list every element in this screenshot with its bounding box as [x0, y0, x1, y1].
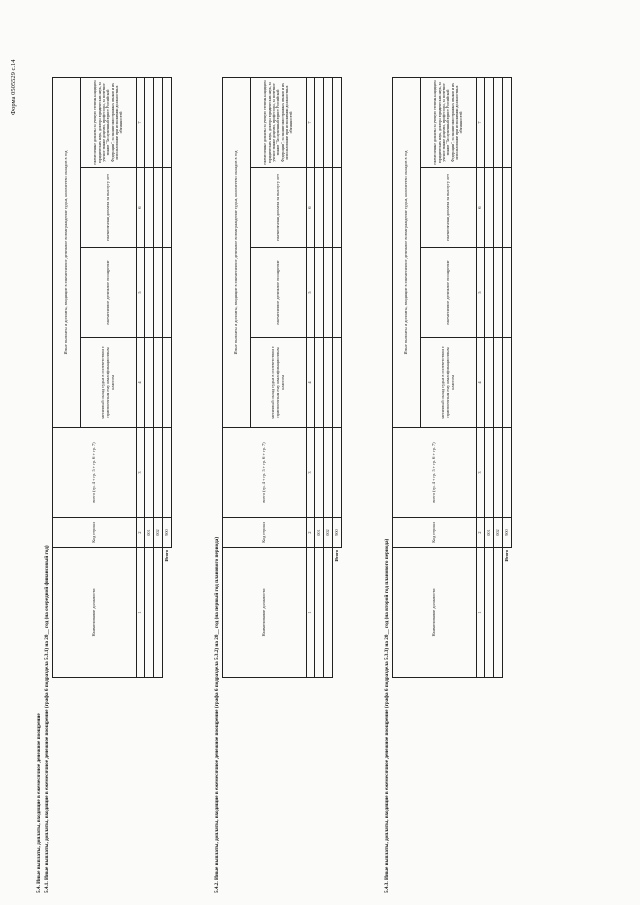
row-code: 002	[154, 518, 163, 548]
header-code: Код строки	[223, 518, 307, 548]
header-seniority: ежемесячная доплата за выслугу лет	[421, 168, 477, 248]
table-cell	[485, 78, 494, 168]
col-num-4: 4	[477, 338, 485, 428]
table-cell	[503, 428, 512, 518]
table-2	[222, 77, 342, 678]
col-num-6: 6	[477, 168, 485, 248]
table-cell	[333, 428, 342, 518]
table-cell	[333, 168, 342, 248]
total-label: Итого	[163, 548, 172, 678]
col-num-1: 1	[307, 548, 315, 678]
table-cell	[315, 168, 324, 248]
table-cell	[145, 168, 154, 248]
table-cell	[163, 78, 172, 168]
header-group: Иные выплаты и доплаты, входящие в ежемесячное денежное вознаграждение судьи, количество окладов в год	[223, 78, 251, 428]
row-code: 001	[315, 518, 324, 548]
col-num-3: 3	[137, 428, 145, 518]
table-cell	[503, 168, 512, 248]
table-cell	[503, 78, 512, 168]
table-cell	[324, 338, 333, 428]
table-cell	[163, 168, 172, 248]
table-cell	[154, 338, 163, 428]
table-cell	[494, 548, 503, 678]
table-cell	[154, 168, 163, 248]
header-degree: ежемесячные доплаты за ученую степень кандидата юридических наук, доктора юридических наук, за ученое звание доцента, профессора, за почетное звание "Заслуженный юрист Российской Федерации", за знание иностранных языков и их использование при исполнении должностных обязанностей	[81, 78, 137, 168]
header-monthly-salary: месячный оклад судьи в соответствии с присвоенным ему квалификационным классом	[421, 338, 477, 428]
total-code: 900	[163, 518, 172, 548]
table-cell	[324, 168, 333, 248]
table-cell	[145, 78, 154, 168]
table-cell	[485, 338, 494, 428]
row-code: 002	[324, 518, 333, 548]
table-cell	[315, 428, 324, 518]
table-cell	[485, 168, 494, 248]
table-cell	[324, 428, 333, 518]
row-code: 001	[145, 518, 154, 548]
col-num-5: 5	[307, 248, 315, 338]
table-cell	[324, 248, 333, 338]
table-cell	[315, 248, 324, 338]
total-code: 900	[333, 518, 342, 548]
table-cell	[494, 338, 503, 428]
col-num-4: 4	[307, 338, 315, 428]
table-1-title: 5.4.1. Иные выплаты, доплаты, входящие в ежемесячное денежное поощрение (графа 6 подраздела 5.3.1) на 20__ год (на очередной финансовый год)	[44, 545, 50, 893]
header-group: Иные выплаты и доплаты, входящие в ежемесячное денежное вознаграждение судьи, количество окладов в год	[393, 78, 421, 428]
col-num-6: 6	[307, 168, 315, 248]
header-seniority: ежемесячная доплата за выслугу лет	[251, 168, 307, 248]
header-monthly-bonus: ежемесячное денежное поощрение	[251, 248, 307, 338]
table-3	[392, 77, 512, 678]
header-degree: ежемесячные доплаты за ученую степень кандидата юридических наук, доктора юридических наук, за ученое звание доцента, профессора, за почетное звание "Заслуженный юрист Российской Федерации", за знание иностранных языков и их использование при исполнении должностных обязанностей	[251, 78, 307, 168]
header-code: Код строки	[393, 518, 477, 548]
col-num-3: 3	[477, 428, 485, 518]
table-2-title: 5.4.2. Иные выплаты, доплаты, входящие в ежемесячное денежное поощрение (графа 6 подраздела 5.3.2) на 20__ год (на первый год планового периода)	[214, 536, 220, 893]
header-position: Наименование должности	[53, 548, 137, 678]
col-num-2: 2	[137, 518, 145, 548]
header-group: Иные выплаты и доплаты, входящие в ежемесячное денежное вознаграждение судьи, количество окладов в год	[53, 78, 81, 428]
header-total: всего (гр. 4 + гр. 5 + гр. 6 + гр. 7)	[223, 428, 307, 518]
table-cell	[154, 548, 163, 678]
col-num-3: 3	[307, 428, 315, 518]
col-num-1: 1	[477, 548, 485, 678]
header-total: всего (гр. 4 + гр. 5 + гр. 6 + гр. 7)	[53, 428, 137, 518]
table-cell	[494, 78, 503, 168]
table-cell	[315, 338, 324, 428]
table-cell	[315, 548, 324, 678]
total-code: 900	[503, 518, 512, 548]
header-degree: ежемесячные доплаты за ученую степень кандидата юридических наук, доктора юридических наук, за ученое звание доцента, профессора, за почетное звание "Заслуженный юрист Российской Федерации", за знание иностранных языков и их использование при исполнении должностных обязанностей	[421, 78, 477, 168]
col-num-7: 7	[137, 78, 145, 168]
table-cell	[145, 248, 154, 338]
col-num-6: 6	[137, 168, 145, 248]
header-monthly-bonus: ежемесячное денежное поощрение	[421, 248, 477, 338]
table-cell	[485, 548, 494, 678]
table-3-title: 5.4.3. Иные выплаты, доплаты, входящие в ежемесячное денежное поощрение (графа 6 подраздела 5.3.3) на 20__ год (на второй год планового периода)	[384, 538, 390, 893]
table-cell	[324, 78, 333, 168]
table-1	[52, 77, 172, 678]
table-cell	[494, 168, 503, 248]
row-code: 001	[485, 518, 494, 548]
table-cell	[154, 248, 163, 338]
col-num-7: 7	[307, 78, 315, 168]
table-cell	[154, 78, 163, 168]
form-code: Форма 0505529 с.14	[10, 59, 17, 115]
table-cell	[145, 338, 154, 428]
table-cell	[485, 248, 494, 338]
header-total: всего (гр. 4 + гр. 5 + гр. 6 + гр. 7)	[393, 428, 477, 518]
table-cell	[333, 248, 342, 338]
col-num-4: 4	[137, 338, 145, 428]
col-num-5: 5	[477, 248, 485, 338]
table-cell	[494, 248, 503, 338]
row-code: 002	[494, 518, 503, 548]
table-cell	[503, 248, 512, 338]
header-position: Наименование должности	[223, 548, 307, 678]
table-cell	[333, 78, 342, 168]
table-cell	[163, 428, 172, 518]
table-cell	[333, 338, 342, 428]
col-num-7: 7	[477, 78, 485, 168]
header-monthly-bonus: ежемесячное денежное поощрение	[81, 248, 137, 338]
table-cell	[163, 338, 172, 428]
header-seniority: ежемесячная доплата за выслугу лет	[81, 168, 137, 248]
table-cell	[315, 78, 324, 168]
total-label: Итого	[503, 548, 512, 678]
table-cell	[154, 428, 163, 518]
col-num-1: 1	[137, 548, 145, 678]
table-cell	[494, 428, 503, 518]
table-cell	[145, 548, 154, 678]
table-cell	[324, 548, 333, 678]
header-monthly-salary: месячный оклад судьи в соответствии с присвоенным ему квалификационным классом	[81, 338, 137, 428]
col-num-2: 2	[307, 518, 315, 548]
header-code: Код строки	[53, 518, 137, 548]
table-cell	[503, 338, 512, 428]
table-cell	[163, 248, 172, 338]
col-num-5: 5	[137, 248, 145, 338]
header-position: Наименование должности	[393, 548, 477, 678]
header-monthly-salary: месячный оклад судьи в соответствии с присвоенным ему квалификационным классом	[251, 338, 307, 428]
col-num-2: 2	[477, 518, 485, 548]
table-cell	[485, 428, 494, 518]
table-cell	[145, 428, 154, 518]
total-label: Итого	[333, 548, 342, 678]
section-title: 5.4. Иные выплаты, доплаты, входящие в ежемесячное денежное поощрение	[36, 713, 42, 893]
